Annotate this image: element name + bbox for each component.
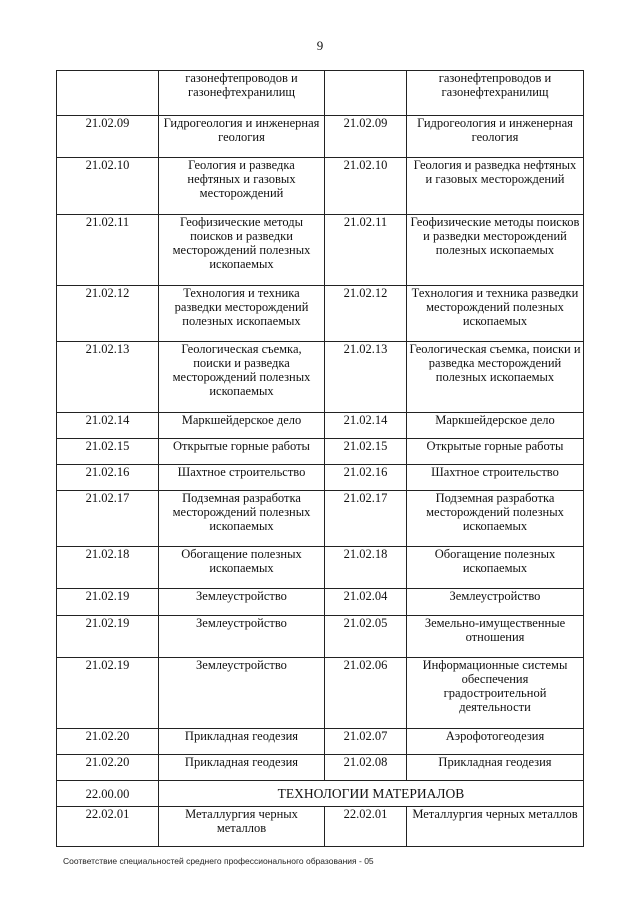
- old-name-cell: Прикладная геодезия: [159, 729, 325, 755]
- new-name-cell: Землеустройство: [407, 589, 584, 616]
- table-row: [57, 158, 584, 215]
- new-name-cell: Прикладная геодезия: [407, 755, 584, 781]
- old-name-cell: газонефтепроводов и газонефтехранилищ: [159, 71, 325, 116]
- old-name-cell: Геологическая съемка, поиски и разведка месторождений полезных ископаемых: [159, 342, 325, 413]
- old-name-cell: Технология и техника разведки месторождений полезных ископаемых: [159, 286, 325, 342]
- new-name-cell: Информационные системы обеспечения градостроительной деятельности: [407, 658, 584, 729]
- new-code-cell: 21.02.04: [325, 589, 407, 616]
- new-name-cell: Подземная разработка месторождений полезных ископаемых: [407, 491, 584, 547]
- old-name-cell: Геофизические методы поисков и разведки месторождений полезных ископаемых: [159, 215, 325, 286]
- new-name-cell: газонефтепроводов и газонефтехранилищ: [407, 71, 584, 116]
- table-row: [57, 413, 584, 439]
- new-code-cell: 21.02.05: [325, 616, 407, 658]
- new-name-cell: Шахтное строительство: [407, 465, 584, 491]
- old-name-cell: Гидрогеология и инженерная геология: [159, 116, 325, 158]
- table-row: [57, 286, 584, 342]
- old-name-cell: Землеустройство: [159, 658, 325, 729]
- old-code-cell: 21.02.16: [57, 465, 159, 491]
- old-name-cell: Открытые горные работы: [159, 439, 325, 465]
- new-code-cell: 21.02.13: [325, 342, 407, 413]
- new-code-cell: 21.02.07: [325, 729, 407, 755]
- old-code-cell: [57, 71, 159, 116]
- new-code-cell: [325, 71, 407, 116]
- new-code-cell: 21.02.06: [325, 658, 407, 729]
- old-code-cell: 21.02.19: [57, 616, 159, 658]
- new-name-cell: Маркшейдерское дело: [407, 413, 584, 439]
- section-row: [57, 781, 584, 807]
- old-code-cell: 21.02.19: [57, 658, 159, 729]
- old-name-cell: Землеустройство: [159, 589, 325, 616]
- specialties-table: [56, 70, 584, 847]
- table-row: [57, 755, 584, 781]
- old-name-cell: Маркшейдерское дело: [159, 413, 325, 439]
- table-row: [57, 491, 584, 547]
- old-code-cell: 21.02.10: [57, 158, 159, 215]
- old-name-cell: Прикладная геодезия: [159, 755, 325, 781]
- new-code-cell: 21.02.15: [325, 439, 407, 465]
- old-code-cell: 21.02.15: [57, 439, 159, 465]
- old-code-cell: 21.02.17: [57, 491, 159, 547]
- new-code-cell: 21.02.14: [325, 413, 407, 439]
- old-name-cell: Обогащение полезных ископаемых: [159, 547, 325, 589]
- old-code-cell: 21.02.20: [57, 755, 159, 781]
- new-name-cell: Обогащение полезных ископаемых: [407, 547, 584, 589]
- section-title-cell: ТЕХНОЛОГИИ МАТЕРИАЛОВ: [159, 781, 584, 807]
- table-row: [57, 547, 584, 589]
- new-name-cell: Металлургия черных металлов: [407, 807, 584, 847]
- old-code-cell: 21.02.14: [57, 413, 159, 439]
- footer-note: Соответствие специальностей среднего профессионального образования - 05: [63, 856, 374, 866]
- old-code-cell: 21.02.20: [57, 729, 159, 755]
- new-name-cell: Технология и техника разведки месторождений полезных ископаемых: [407, 286, 584, 342]
- new-code-cell: 21.02.10: [325, 158, 407, 215]
- new-name-cell: Открытые горные работы: [407, 439, 584, 465]
- new-code-cell: 21.02.18: [325, 547, 407, 589]
- new-code-cell: 21.02.16: [325, 465, 407, 491]
- old-name-cell: Шахтное строительство: [159, 465, 325, 491]
- table-row: [57, 215, 584, 286]
- old-code-cell: 21.02.09: [57, 116, 159, 158]
- old-name-cell: Геология и разведка нефтяных и газовых месторождений: [159, 158, 325, 215]
- page-number: 9: [316, 38, 324, 53]
- table-row: [57, 116, 584, 158]
- old-code-cell: 22.02.01: [57, 807, 159, 847]
- old-name-cell: Металлургия черных металлов: [159, 807, 325, 847]
- old-code-cell: 21.02.13: [57, 342, 159, 413]
- new-code-cell: 21.02.09: [325, 116, 407, 158]
- new-code-cell: 21.02.12: [325, 286, 407, 342]
- table-row: [57, 729, 584, 755]
- old-code-cell: 21.02.11: [57, 215, 159, 286]
- new-name-cell: Аэрофотогеодезия: [407, 729, 584, 755]
- new-name-cell: Геологическая съемка, поиски и разведка месторождений полезных ископаемых: [407, 342, 584, 413]
- old-code-cell: 21.02.18: [57, 547, 159, 589]
- table-row: [57, 658, 584, 729]
- old-code-cell: 21.02.19: [57, 589, 159, 616]
- old-name-cell: Землеустройство: [159, 616, 325, 658]
- table-row: [57, 465, 584, 491]
- table-row: [57, 589, 584, 616]
- new-name-cell: Геофизические методы поисков и разведки месторождений полезных ископаемых: [407, 215, 584, 286]
- new-code-cell: 21.02.11: [325, 215, 407, 286]
- old-code-cell: 21.02.12: [57, 286, 159, 342]
- table-row: [57, 807, 584, 847]
- table-row: [57, 342, 584, 413]
- new-code-cell: 22.02.01: [325, 807, 407, 847]
- new-code-cell: 21.02.17: [325, 491, 407, 547]
- table-row: [57, 439, 584, 465]
- table-row: [57, 616, 584, 658]
- new-name-cell: Геология и разведка нефтяных и газовых месторождений: [407, 158, 584, 215]
- table-row: [57, 71, 584, 116]
- old-name-cell: Подземная разработка месторождений полезных ископаемых: [159, 491, 325, 547]
- section-code-cell: 22.00.00: [57, 781, 159, 807]
- new-name-cell: Гидрогеология и инженерная геология: [407, 116, 584, 158]
- new-name-cell: Земельно-имущественные отношения: [407, 616, 584, 658]
- new-code-cell: 21.02.08: [325, 755, 407, 781]
